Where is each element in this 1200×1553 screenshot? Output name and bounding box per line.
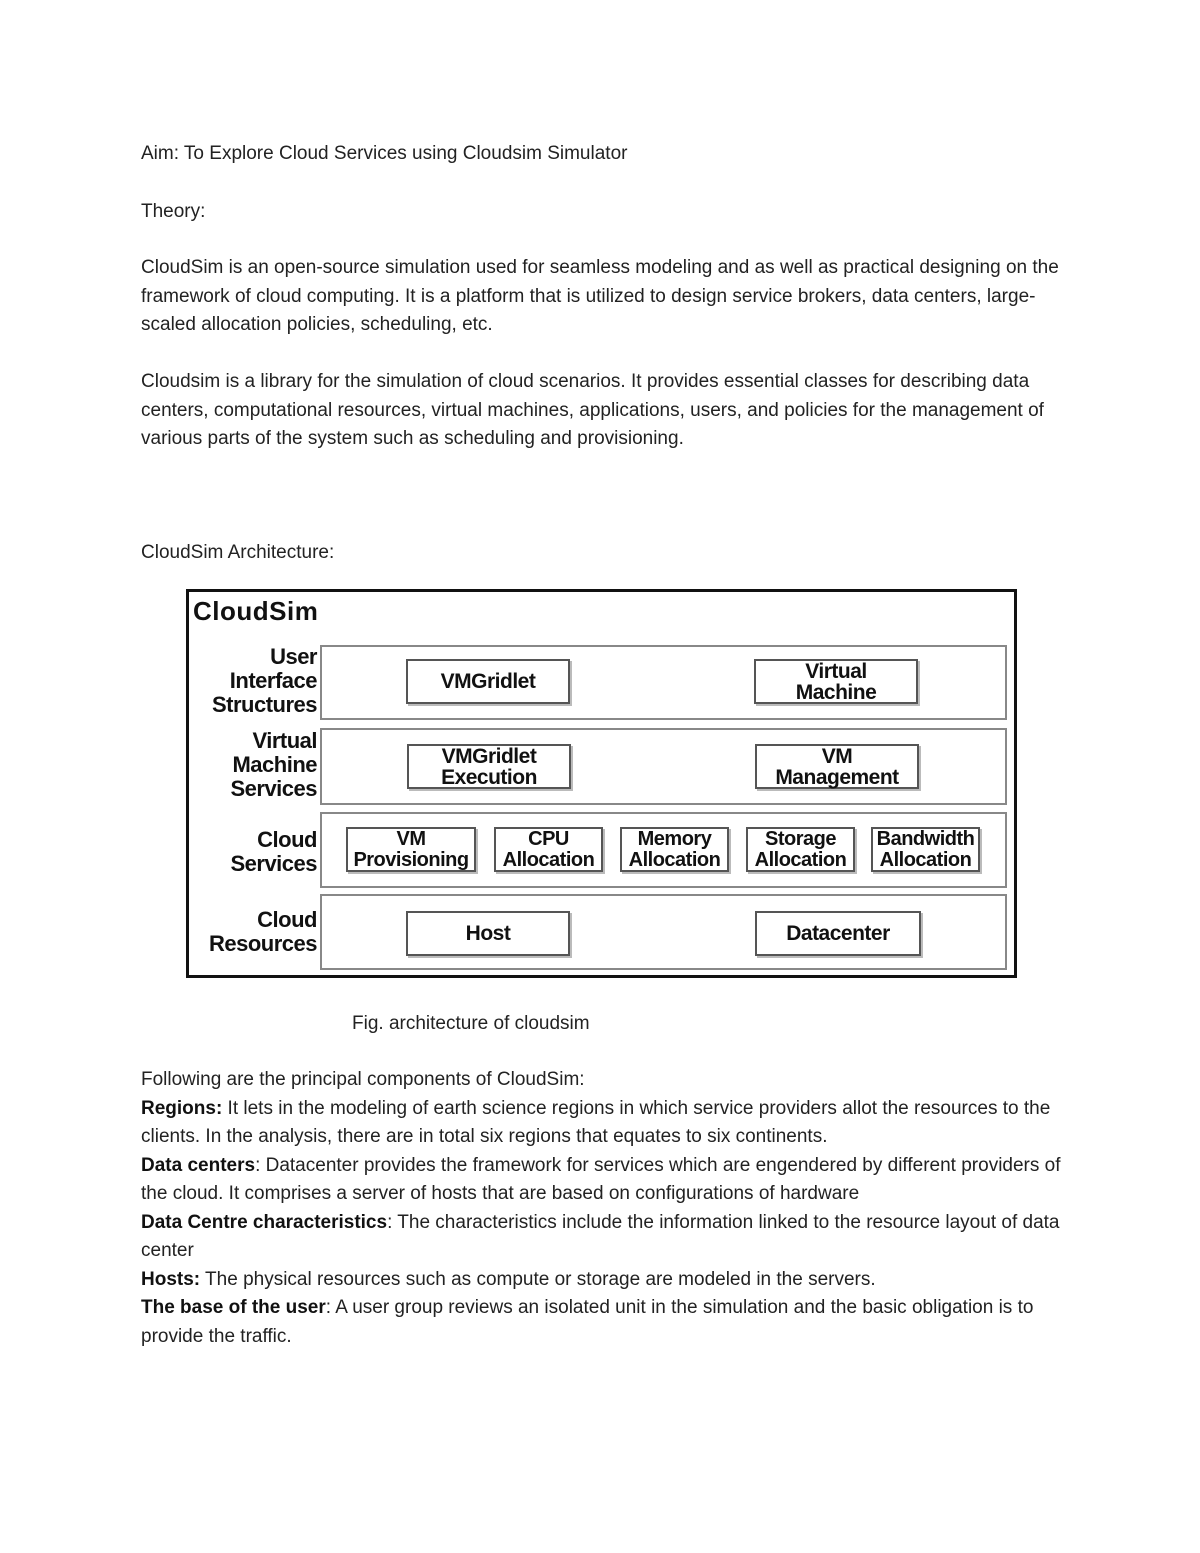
layer-label-line: Interface [229, 668, 317, 693]
layer-label-line: Services [230, 776, 317, 801]
component-vmgridlet: VMGridlet [406, 659, 570, 704]
component-description: It lets in the modeling of earth science regions in which service providers allot the resources to the clients. In the analysis, there are in total six regions that equates to six continents. [141, 1097, 1051, 1147]
layer-label-line: Machine [232, 752, 317, 777]
components-intro: Following are the principal components of CloudSim: [141, 1069, 585, 1090]
theory-heading: Theory: [141, 201, 206, 222]
component-vm-management: VM Management [755, 744, 919, 789]
theory-paragraph-1: CloudSim is an open-source simulation used for seamless modeling and as well as practical designing on the framework of cloud computing. It is a platform that is utilized to design service brokers, data centers, large-scaled allocation policies, scheduling, etc. [141, 257, 1059, 335]
figure-caption: Fig. architecture of cloudsim [352, 1013, 590, 1034]
cloudsim-architecture-diagram [186, 589, 1017, 978]
layer-label-line: Virtual [252, 728, 317, 753]
diagram-title: CloudSim [193, 596, 319, 626]
component-memory-allocation: Memory Allocation [620, 827, 729, 872]
layer-label-cloud-resources [193, 908, 317, 956]
layer-cloud-resources [320, 894, 1007, 970]
component-description: : Datacenter provides the framework for services which are engendered by different providers of the cloud. It comprises a server of hosts that are based on configurations of hardware [141, 1154, 1061, 1204]
layer-label-user-interface [193, 645, 317, 717]
component-item-data-centers [141, 1152, 1071, 1209]
aim-line: Aim: To Explore Cloud Services using Cloudsim Simulator [141, 143, 628, 164]
component-virtual-machine: Virtual Machine [754, 659, 918, 704]
layer-label-line: Resources [208, 931, 317, 956]
components-section [141, 1066, 1071, 1351]
component-term: Data Centre characteristics [141, 1211, 388, 1233]
component-host: Host [406, 911, 570, 956]
component-description: The physical resources such as compute or storage are modeled in the servers. [200, 1268, 876, 1290]
component-vm-provisioning: VM Provisioning [346, 827, 476, 872]
component-cpu-allocation: CPU Allocation [494, 827, 603, 872]
theory-paragraph-2: Cloudsim is a library for the simulation of cloud scenarios. It provides essential classes for describing data centers, computational resources, virtual machines, applications, users, and policies for the management of various parts of the system such as scheduling and provisioning. [141, 371, 1044, 449]
component-term: Data centers [141, 1154, 256, 1176]
layer-virtual-machine-services [320, 728, 1007, 805]
layer-user-interface-structures [320, 645, 1007, 720]
component-item-data-centre-characteristics [141, 1209, 1071, 1266]
layer-cloud-services [320, 812, 1007, 888]
component-item-hosts [141, 1266, 1071, 1295]
layer-label-line: Cloud [257, 827, 317, 852]
layer-label-line: User [270, 644, 317, 669]
component-term: The base of the user [141, 1297, 326, 1318]
layer-label-vm-services [193, 729, 317, 801]
layer-label-line: Services [230, 851, 317, 876]
component-term: Hosts: [141, 1268, 201, 1290]
architecture-heading: CloudSim Architecture: [141, 542, 335, 563]
component-description: : A user group reviews an isolated unit in the simulation and the basic obligation is to provide the traffic. [141, 1297, 1034, 1347]
component-description: : The characteristics include the information linked to the resource layout of data center [141, 1211, 1060, 1261]
component-bandwidth-allocation: Bandwidth Allocation [871, 827, 980, 872]
component-item-user-base [141, 1294, 1071, 1351]
component-vmgridlet-execution: VMGridlet Execution [407, 744, 571, 789]
layer-label-cloud-services [193, 828, 317, 876]
component-storage-allocation: Storage Allocation [746, 827, 855, 872]
component-item-regions [141, 1095, 1071, 1152]
component-datacenter: Datacenter [755, 911, 921, 956]
layer-label-line: Structures [211, 692, 317, 717]
component-term: Regions: [141, 1097, 223, 1119]
layer-label-line: Cloud [257, 907, 317, 932]
